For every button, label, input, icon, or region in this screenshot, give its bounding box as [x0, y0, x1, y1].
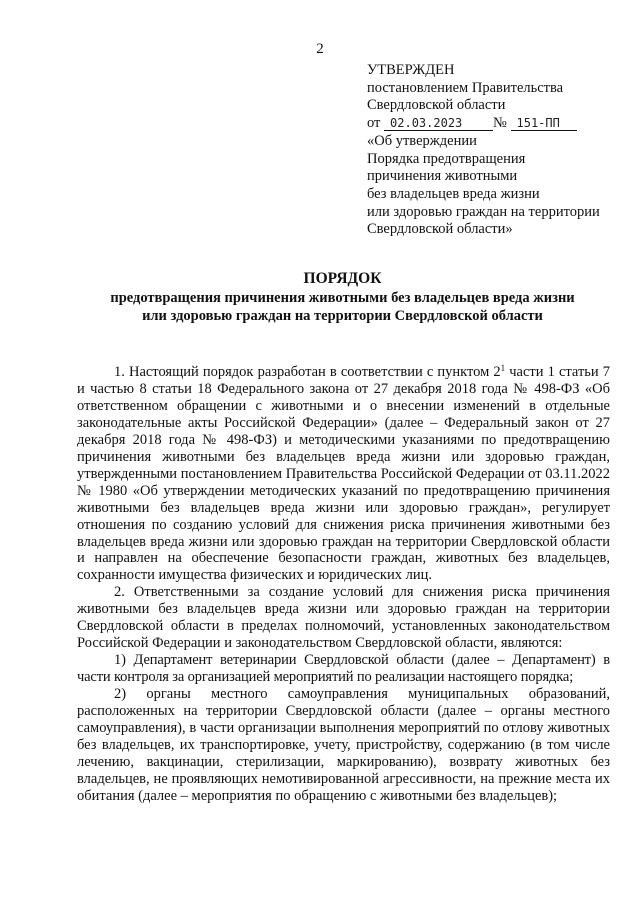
number-prefix: №: [493, 115, 507, 132]
paragraph-3: 1) Департамент ветеринарии Свердловской области (далее – Департамент) в части контроля за организацией мероприятий по реализации настоящего порядка;: [77, 652, 610, 686]
paragraph-4: 2) органы местного самоуправления муниципальных образований, расположенных на территории Свердловской области (далее – органы местного самоуправления), в части организации выполнения мероприятий по отлову животных без владельцев, их транспортировке, учету, пристройству, содержанию (в том числе лечению, вакцинации, стерилизации, маркированию), возврату животных без владельцев, не проявляющих немотивированной агрессивности, на прежние места их обитания (далее – мероприятия по обращению с животными без владельцев);: [77, 686, 610, 804]
title-main: ПОРЯДОК: [303, 270, 382, 287]
title-line: или здоровью граждан на территории Свердловской области: [142, 308, 543, 324]
document-body: [77, 364, 610, 805]
approval-subject-line: «Об утверждении: [367, 132, 477, 149]
paragraph-1: [77, 364, 610, 584]
title-line: предотвращения причинения животными без владельцев вреда жизни: [110, 290, 575, 306]
approval-subject-line: Порядка предотвращения: [367, 150, 526, 167]
date-field: 02.03.2023: [384, 116, 493, 131]
approval-subject-line: Свердловской области»: [367, 221, 513, 238]
number-field: 151-ПП: [511, 116, 577, 131]
date-prefix: от: [367, 115, 381, 132]
approval-date-line: [367, 115, 629, 133]
approval-block: [367, 62, 629, 239]
approval-line: постановлением Правительства: [367, 79, 564, 96]
approval-subject-line: или здоровью граждан на территории: [367, 203, 600, 220]
approval-subject-line: причинения животными: [367, 168, 518, 185]
paragraph-2: 2. Ответственными за создание условий для снижения риска причинения животными без владельцев вреда жизни или здоровью граждан на территории Свердловской области в пределах полномочий, установленных законодательством Российской Федерации и законодательством Свердловской области, являются:: [77, 584, 610, 652]
superscript: 1: [500, 363, 506, 373]
paragraph-1-rest: части 1 статьи 7 и частью 8 статьи 18 Федерального закона от 27 декабря 2018 года № 498-ФЗ «Об ответственном обращении с животными и о внесении изменений в отдельные законодательные акты Российской Федерации» (далее – Федеральный закон от 27 декабря 2018 года № 498-ФЗ) и методическими указаниями по предотвращению причинения животными без владельцев вреда жизни или здоровью граждан, утвержденными постановлением Правительства Российской Федерации от 03.11.2022 № 1980 «Об утверждении методических указаний по предотвращению причинения животными без владельцев вреда жизни или здоровью граждан», регулирует отношения по созданию условий для снижения риска причинения животными без владельцев вреда жизни или здоровью граждан на территории Свердловской области и направлен на обеспечение безопасности граждан, животных без владельцев, сохранности имущества физических и юридических лиц.: [77, 364, 611, 584]
paragraph-1-start: 1. Настоящий порядок разработан в соответствии с пунктом 2: [114, 364, 501, 380]
approval-subject-line: без владельцев вреда жизни: [367, 185, 540, 202]
document-title: [70, 270, 615, 325]
approval-line: Свердловской области: [367, 97, 506, 114]
approval-heading: УТВЕРЖДЕН: [367, 62, 455, 78]
page-number: 2: [316, 41, 324, 57]
